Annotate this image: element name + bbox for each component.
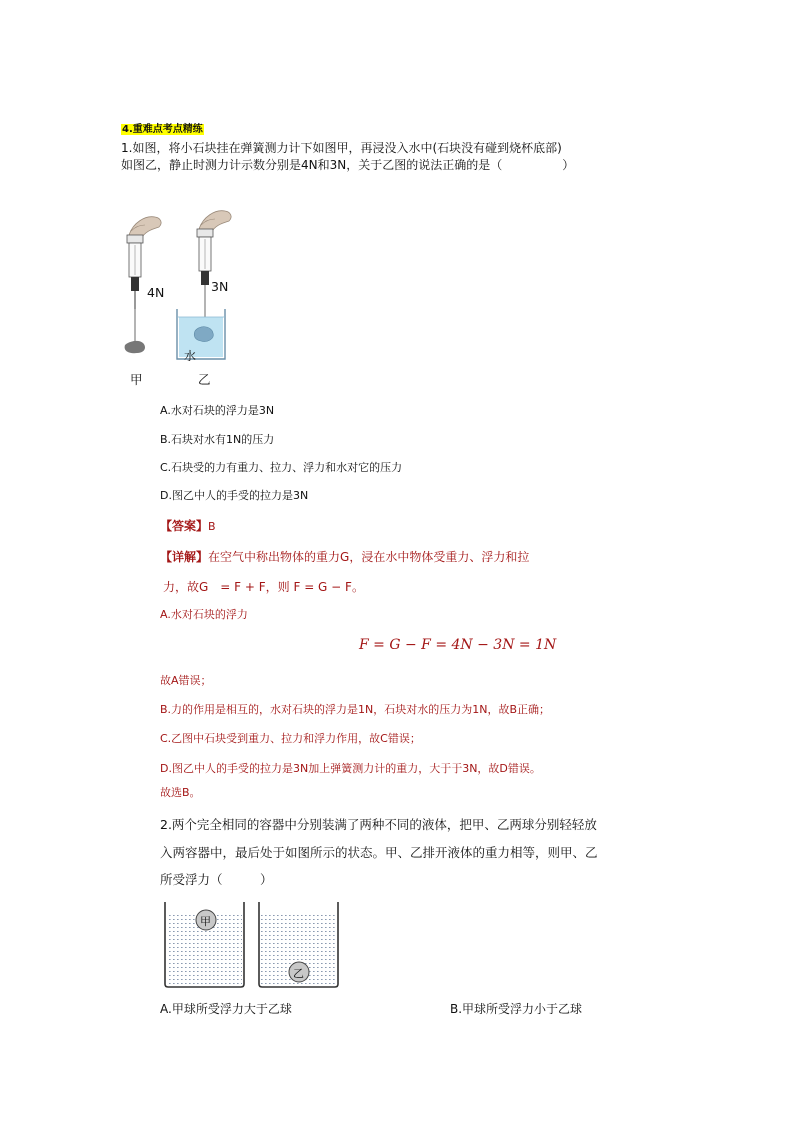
choose-answer: 故选B。 bbox=[160, 786, 201, 799]
section-heading: 4.重难点考点精练 bbox=[122, 124, 203, 135]
q2-option-a: A.甲球所受浮力大于乙球 bbox=[160, 1002, 292, 1016]
buoyancy-formula: F = G − F = 4N − 3N = 1N bbox=[359, 637, 557, 653]
ball-jia-label: 甲 bbox=[200, 915, 211, 928]
q2-stem-line1: 2.两个完全相同的容器中分别装满了两种不同的液体，把甲、乙两球分别轻轻放 bbox=[160, 817, 597, 832]
detail-line2: 力，故G = F + F，则 F = G − F。 bbox=[163, 580, 364, 594]
stone-right bbox=[194, 327, 213, 342]
q2-stem-line3: 所受浮力（ ） bbox=[160, 872, 273, 887]
q1-option-b: B.石块对水有1N的压力 bbox=[160, 433, 275, 446]
a-wrong: 故A错误； bbox=[160, 674, 212, 687]
reading-3n: 3N bbox=[211, 279, 229, 294]
q1-option-d: D.图乙中人的手受的拉力是3N bbox=[160, 489, 309, 502]
q2-option-b: B.甲球所受浮力小于乙球 bbox=[450, 1002, 583, 1016]
q1-stem-line1: 1.如图，将小石块挂在弹簧测力计下如图甲，再浸没入水中(石块没有碰到烧杯底部) bbox=[121, 141, 562, 155]
detail-text: 在空气中称出物体的重力G，浸在水中物体受重力、浮力和拉 bbox=[208, 550, 530, 564]
reading-4n: 4N bbox=[147, 285, 165, 300]
answer-value: B bbox=[208, 520, 216, 533]
q1-option-a: A.水对石块的浮力是3N bbox=[160, 404, 275, 417]
two-containers-figure bbox=[160, 898, 350, 990]
spring-scale-right bbox=[197, 229, 213, 327]
q1-option-c: C.石块受的力有重力、拉力、浮力和水对它的压力 bbox=[160, 461, 403, 474]
water-label: 水 bbox=[184, 349, 197, 363]
spring-scale-figure bbox=[115, 205, 235, 385]
c-explanation: C.乙图中石块受到重力、拉力和浮力作用，故C错误； bbox=[160, 732, 421, 745]
detail-tag: 【详解】 bbox=[160, 550, 209, 564]
d-explanation: D.图乙中人的手受的拉力是3N加上弹簧测力计的重力，大于于3N，故D错误。 bbox=[160, 762, 541, 775]
answer-line bbox=[160, 517, 216, 534]
q2-stem-line2: 入两容器中，最后处于如图所示的状态。甲、乙排开液体的重力相等，则甲、乙 bbox=[160, 845, 598, 860]
a-explanation-title: A.水对石块的浮力 bbox=[160, 608, 248, 621]
ball-yi-label: 乙 bbox=[293, 967, 304, 980]
answer-tag: 【答案】 bbox=[160, 519, 209, 533]
caption-yi: 乙 bbox=[198, 372, 211, 387]
detail-line1 bbox=[160, 548, 529, 565]
b-explanation: B.力的作用是相互的，水对石块的浮力是1N，石块对水的压力为1N，故B正确； bbox=[160, 703, 551, 716]
caption-jia: 甲 bbox=[130, 372, 143, 387]
q1-stem-line2: 如图乙，静止时测力计示数分别是4N和3N，关于乙图的说法正确的是（ ） bbox=[121, 158, 575, 172]
spring-scale-left bbox=[127, 235, 143, 345]
stone-left bbox=[125, 341, 145, 353]
